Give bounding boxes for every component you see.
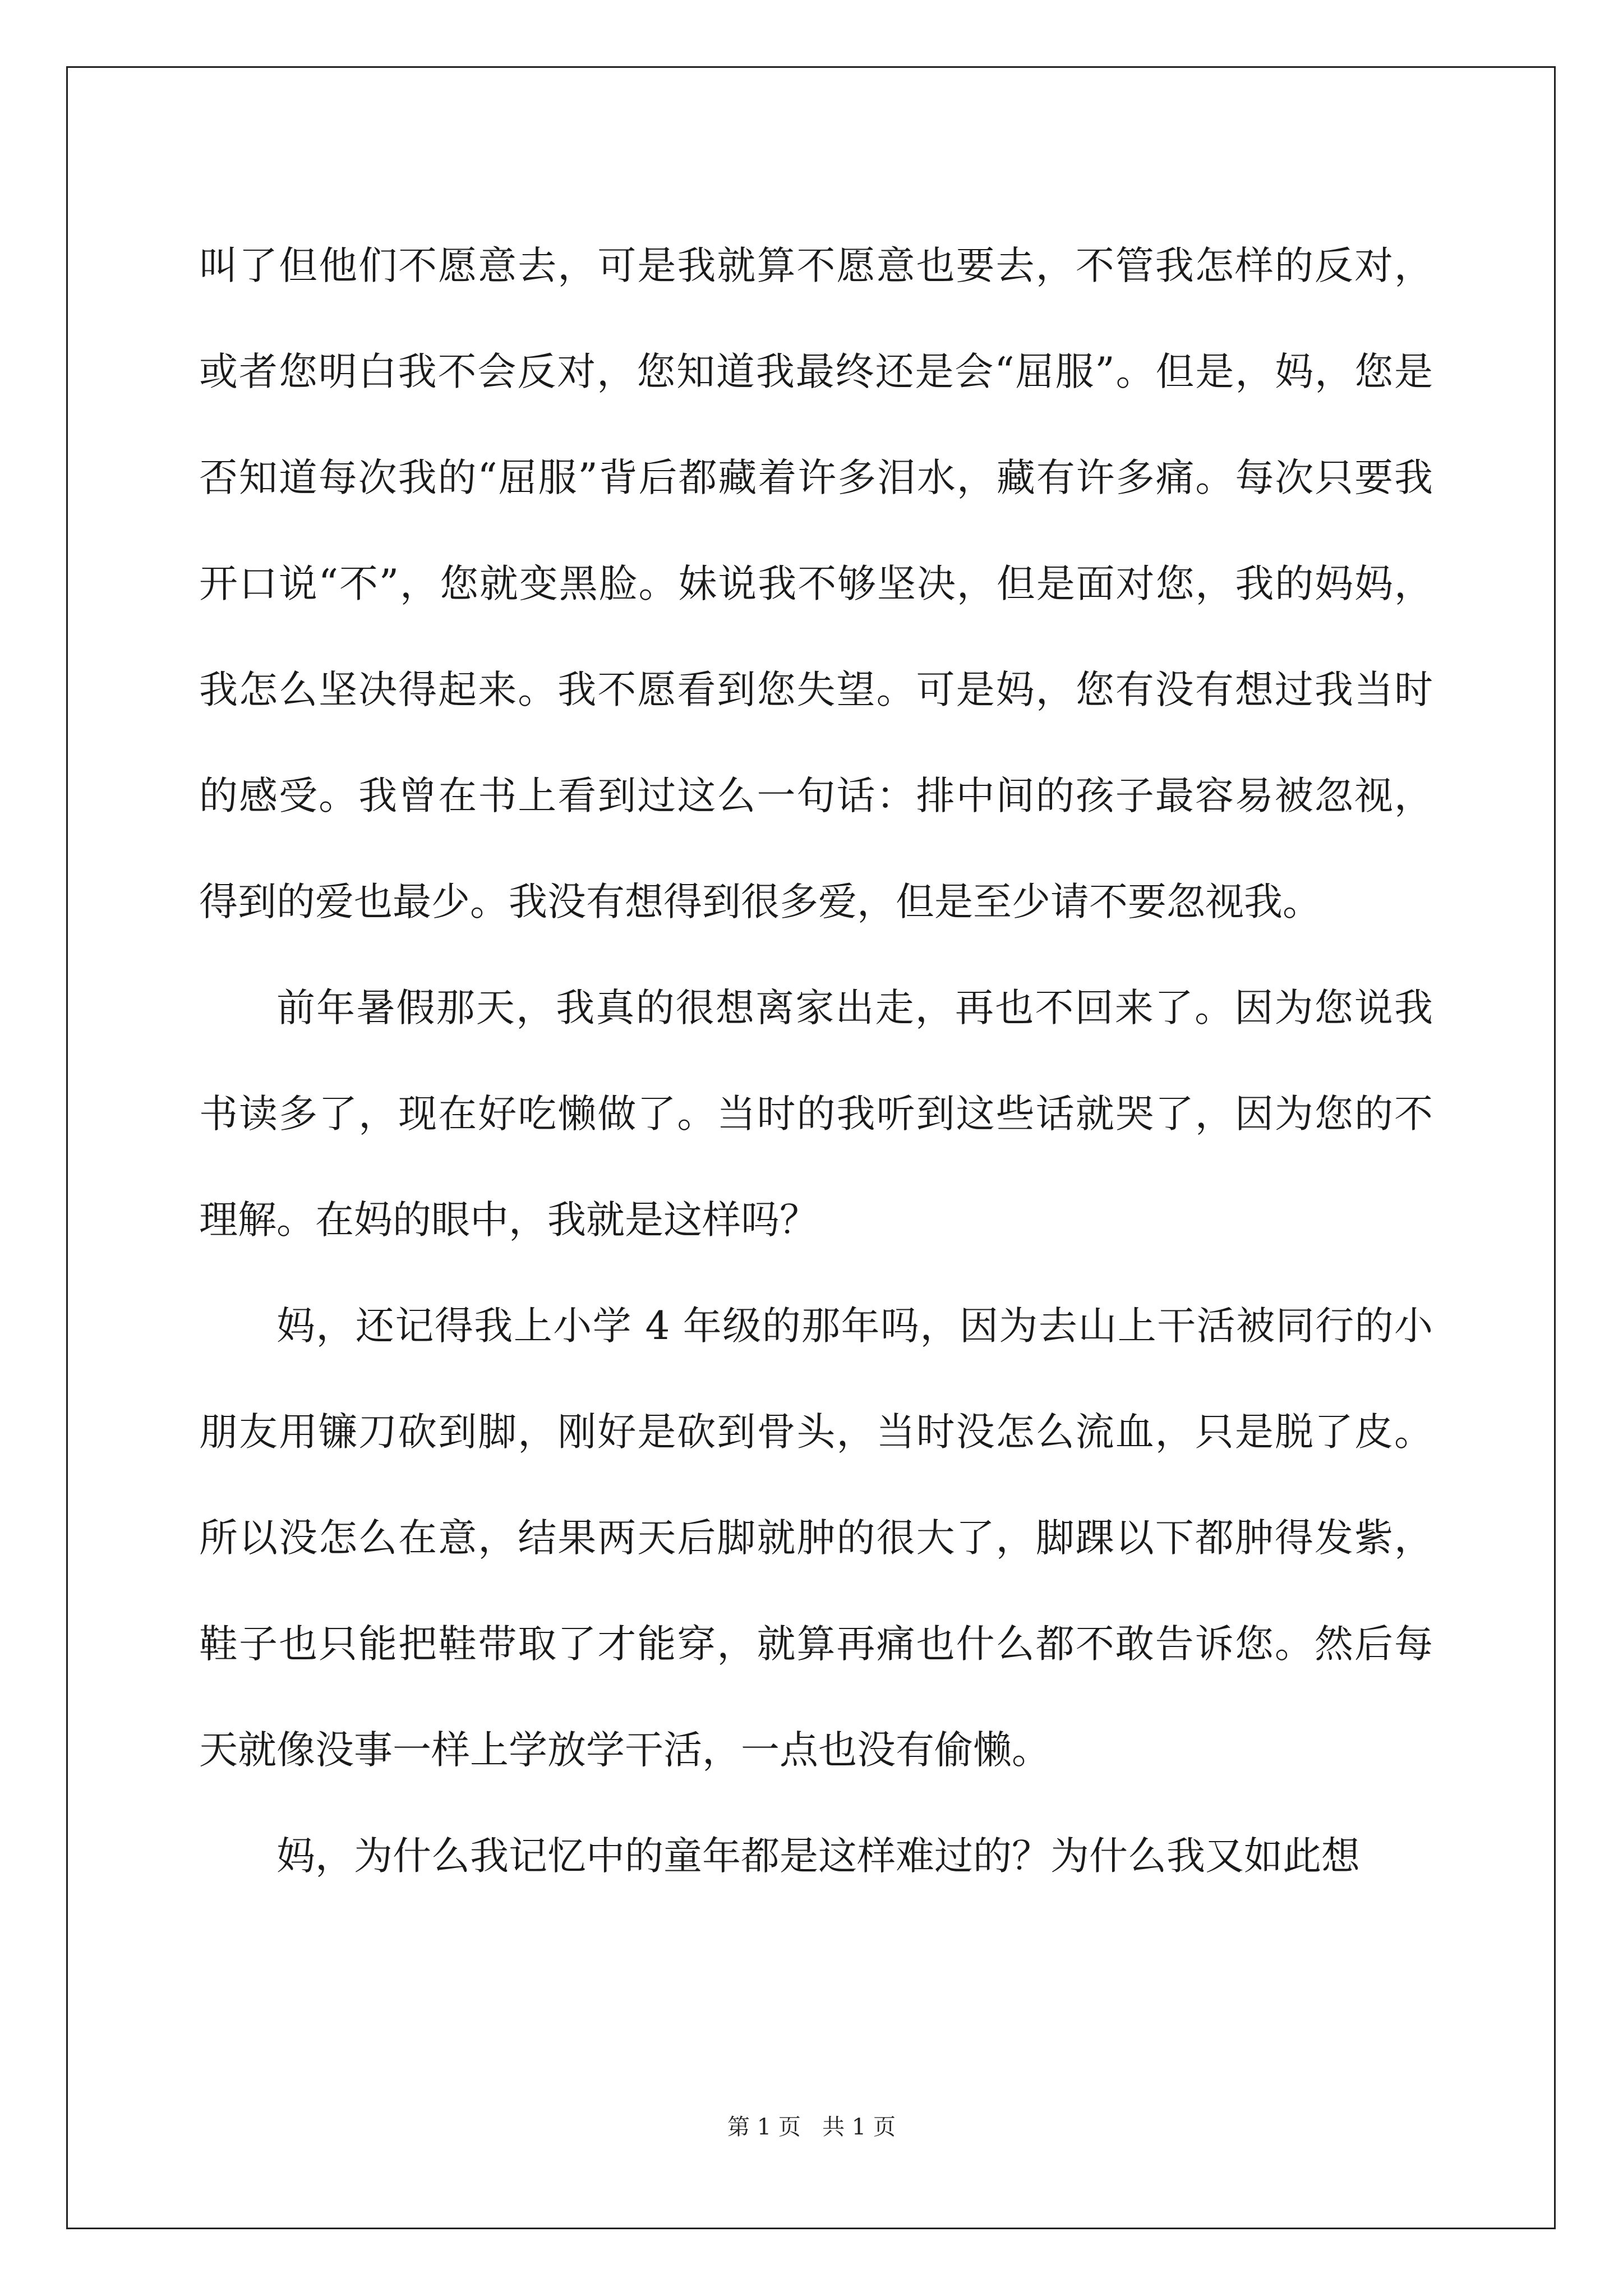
page-footer [0, 2109, 1623, 2141]
document-body [199, 213, 1433, 1910]
paragraph-2: 前年暑假那天，我真的很想离家出走，再也不回来了。因为您说我书读多了，现在好吃懒做了。当时的我听到这些话就哭了，因为您的不理解。在妈的眼中，我就是这样吗？ [199, 986, 1433, 1243]
paragraph-4: 妈，为什么我记忆中的童年都是这样难过的？为什么我又如此想 [276, 1834, 1360, 1879]
page-total: 共 1 页 [822, 2114, 896, 2140]
paragraph-1: 叫了但他们不愿意去，可是我就算不愿意也要去，不管我怎样的反对，或者您明白我不会反对，您知道我最终还是会“屈服”。但是，妈，您是否知道每次我的“屈服”背后都藏着许多泪水，藏有许多痛。每次只要我开口说“不”，您就变黑脸。妹说我不够坚决，但是面对您，我的妈妈，我怎么坚决得起来。我不愿看到您失望。可是妈，您有没有想过我当时的感受。我曾在书上看到过这么一句话：排中间的孩子最容易被忽视，得到的爱也最少。我没有想得到很多爱，但是至少请不要忽视我。 [199, 243, 1433, 924]
footer-separator [801, 2114, 822, 2140]
paragraph-3: 妈，还记得我上小学 4 年级的那年吗，因为去山上干活被同行的小朋友用镰刀砍到脚，刚好是砍到骨头，当时没怎么流血，只是脱了皮。所以没怎么在意，结果两天后脚就肿的很大了，脚踝以下都肿得发紫，鞋子也只能把鞋带取了才能穿，就算再痛也什么都不敢告诉您。然后每天就像没事一样上学放学干活，一点也没有偷懒。 [199, 1304, 1433, 1773]
page-number: 第 1 页 [727, 2114, 801, 2140]
